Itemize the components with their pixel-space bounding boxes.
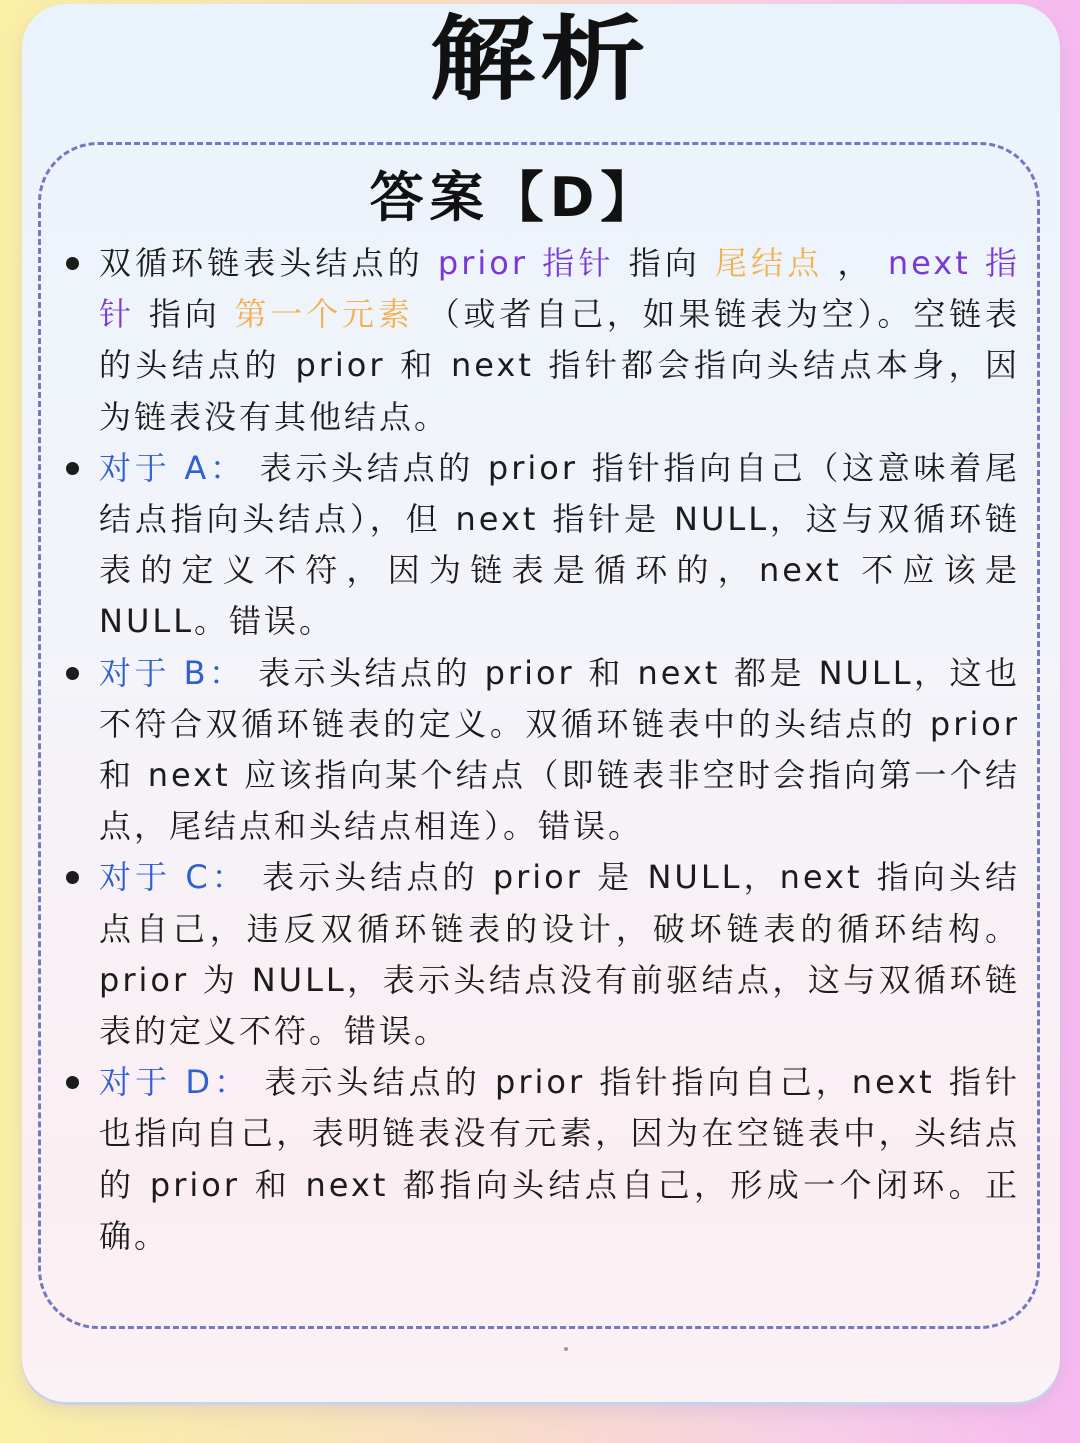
bullet-dot-icon [66, 667, 79, 680]
intro-text-3: 指向 [628, 244, 701, 282]
option-a-text: 表示头结点的 prior 指针指向自己（这意味着尾结点指向头结点），但 next 指针是 NULL，这与双循环链表的定义不符，因为链表是循环的，next 不应该是 NULL。错误。 [99, 448, 1020, 641]
option-b-label: 对于 B： [99, 653, 245, 692]
list-item-option-c [62, 852, 1020, 1057]
bullet-dot-icon [66, 871, 79, 884]
option-b-text: 表示头结点的 prior 和 next 都是 NULL，这也不符合双循环链表的定义。双循环链表中的头结点的 prior 和 next 应该指向某个结点（即链表非空时会指向第一个结点，尾结点和头结点相连）。错误。 [99, 653, 1020, 846]
list-item-option-a [62, 443, 1020, 648]
option-d-label: 对于 D： [99, 1063, 251, 1102]
intro-text-7: 指向 [148, 295, 221, 334]
bullet-dot-icon [66, 462, 79, 475]
answer-heading: 答案【D】 [369, 166, 661, 229]
decorative-dot [564, 1347, 568, 1351]
intro-text-1: 双循环链表头结点的 [99, 244, 424, 282]
option-a-label: 对于 A： [99, 448, 246, 487]
first-element-highlight: 第一个元素 [234, 295, 414, 334]
intro-text-9: （或者自己，如果链表为空）。空链表的头结点的 prior 和 next 指针都会指向头结点本身，因为链表没有其他结点。 [99, 295, 1021, 436]
option-c-label: 对于 C： [99, 858, 248, 897]
tail-node-highlight: 尾结点 [715, 244, 824, 282]
bullet-dot-icon [66, 1076, 79, 1089]
page-title: 解析 [429, 6, 651, 113]
explanation-list [62, 238, 1020, 1262]
option-c-text: 表示头结点的 prior 是 NULL，next 指向头结点自己，违反双循环链表的设计，破坏链表的循环结构。prior 为 NULL，表示头结点没有前驱结点，这与双循环链表的定义不符。错误。 [99, 858, 1020, 1051]
bullet-dot-icon [66, 257, 79, 270]
option-d-text: 表示头结点的 prior 指针指向自己，next 指针也指向自己，表明链表没有元素，因为在空链表中，头结点的 prior 和 next 都指向头结点自己，形成一个闭环。正确。 [99, 1063, 1020, 1255]
list-item-option-d [62, 1057, 1020, 1262]
list-item-intro [62, 238, 1020, 443]
prior-pointer-highlight: prior 指针 [437, 244, 615, 282]
intro-text-5: ， [837, 244, 874, 282]
next-pointer-highlight: next 指针 [99, 244, 1020, 334]
list-item-option-b [62, 648, 1020, 853]
